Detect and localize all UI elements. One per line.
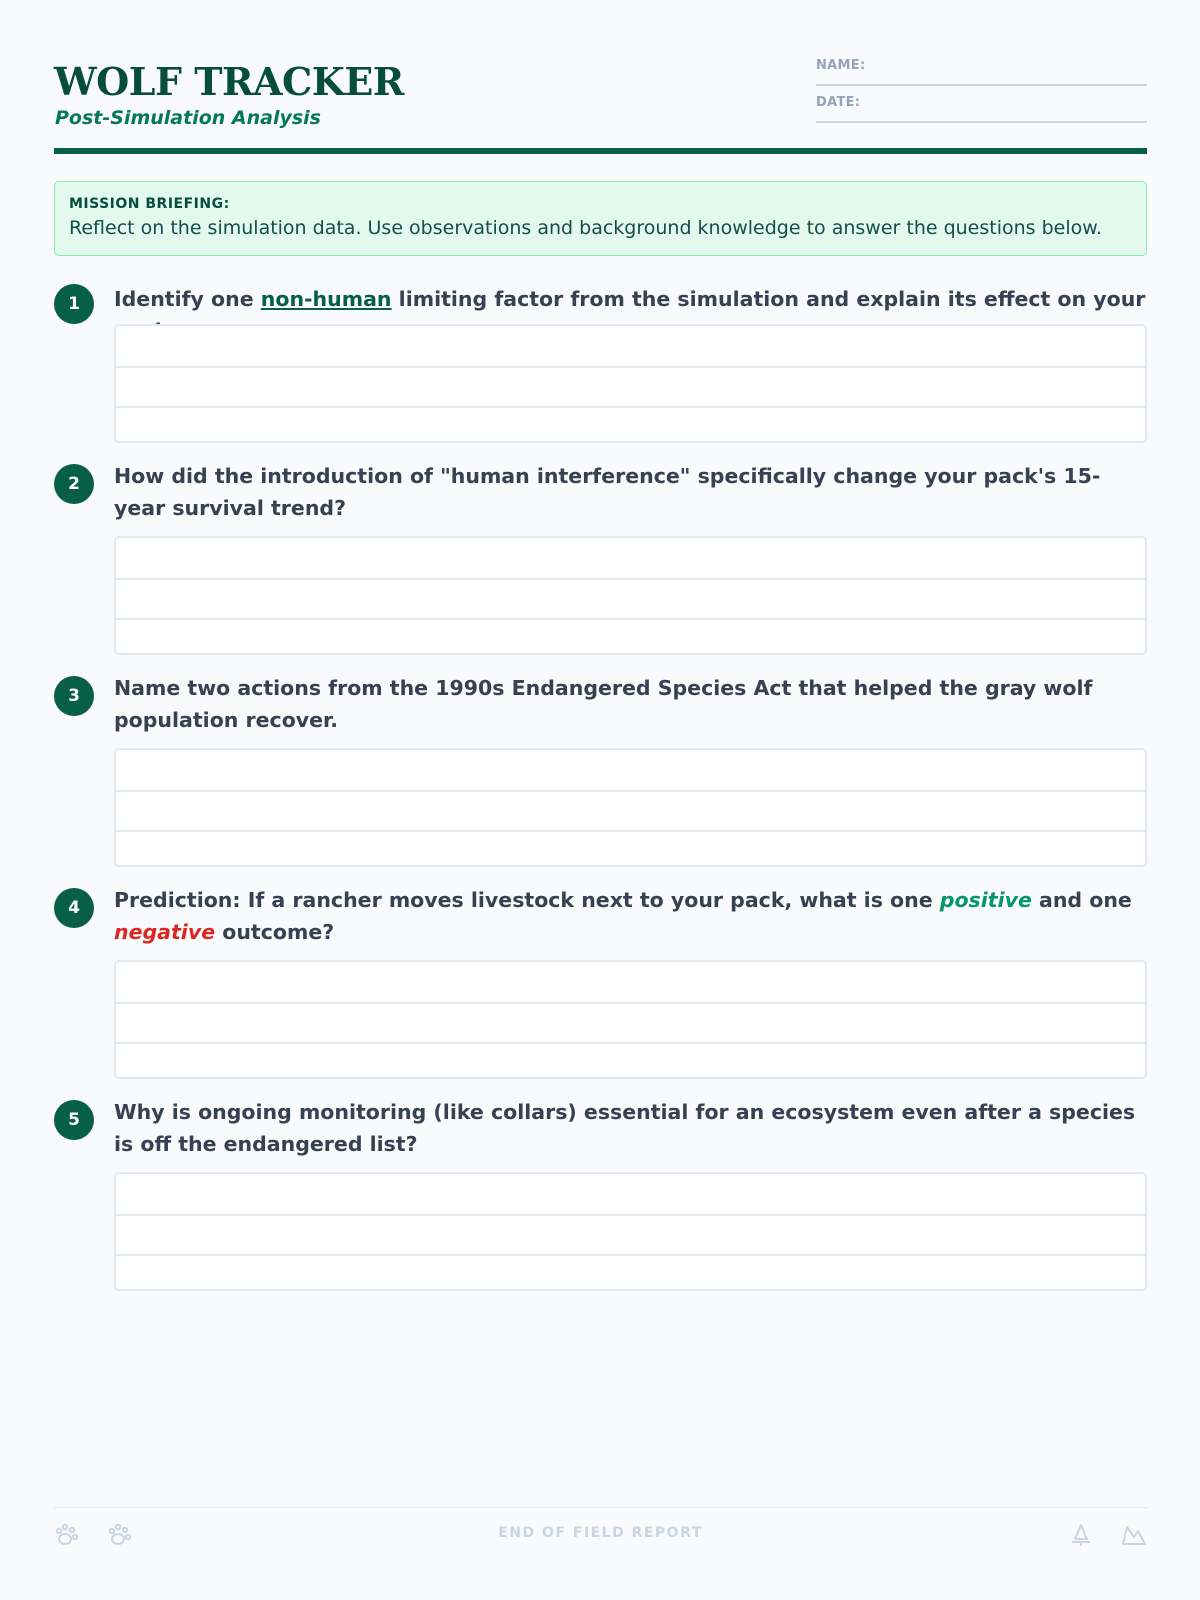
question-number: 5 xyxy=(54,1100,94,1140)
answer-line xyxy=(116,618,1145,620)
emphasis-positive: positive xyxy=(939,888,1032,912)
answer-line xyxy=(116,790,1145,792)
question-number: 3 xyxy=(54,676,94,716)
footer-text: END OF FIELD REPORT xyxy=(498,1525,703,1541)
question-text: How did the introduction of "human interference" specifically change your pack's 15-year survival trend? xyxy=(114,464,1101,520)
question-number: 1 xyxy=(54,284,94,324)
question-text: Name two actions from the 1990s Endangered Species Act that helped the gray wolf population recover. xyxy=(114,676,1093,732)
answer-box[interactable] xyxy=(114,536,1147,655)
question-text: Why is ongoing monitoring (like collars) essential for an ecosystem even after a species is off the endangered list? xyxy=(114,1100,1136,1156)
name-field[interactable] xyxy=(816,58,1147,86)
answer-line xyxy=(116,1002,1145,1004)
question-text-part: outcome? xyxy=(215,920,335,944)
question-number: 4 xyxy=(54,888,94,928)
answer-box[interactable] xyxy=(114,324,1147,443)
answer-line xyxy=(116,1214,1145,1216)
answer-line xyxy=(116,406,1145,408)
date-field[interactable] xyxy=(816,95,1147,123)
answer-line xyxy=(116,1254,1145,1256)
worksheet-page xyxy=(54,0,1147,1600)
emphasis-non-human: non-human xyxy=(260,287,392,311)
question-text-part: and one xyxy=(1031,888,1132,912)
answer-box[interactable] xyxy=(114,748,1147,867)
briefing-label: MISSION BRIEFING: xyxy=(69,196,230,212)
tree-icon xyxy=(1068,1522,1094,1548)
question-text-part: Identify one xyxy=(114,287,261,311)
question-number: 2 xyxy=(54,464,94,504)
footer-divider xyxy=(54,1507,1147,1508)
question-text xyxy=(114,884,1147,948)
answer-line xyxy=(116,366,1145,368)
header-divider xyxy=(54,148,1147,154)
answer-box[interactable] xyxy=(114,960,1147,1079)
name-label: NAME: xyxy=(816,58,866,73)
header xyxy=(54,58,1147,154)
answer-line xyxy=(116,1042,1145,1044)
answer-line xyxy=(116,830,1145,832)
page-subtitle: Post-Simulation Analysis xyxy=(55,107,321,129)
mission-briefing xyxy=(54,181,1147,256)
date-label: DATE: xyxy=(816,95,861,110)
emphasis-negative: negative xyxy=(114,920,216,944)
answer-line xyxy=(116,578,1145,580)
question-text-part: Prediction: If a rancher moves livestock next to your pack, what is one xyxy=(114,888,940,912)
answer-box[interactable] xyxy=(114,1172,1147,1291)
question-text-part: limiting factor from the simulation and explain its effect on your xyxy=(398,287,1146,311)
page-title: WOLF TRACKER xyxy=(54,59,404,104)
briefing-text: Reflect on the simulation data. Use observations and background knowledge to answer the questions below. xyxy=(69,217,1103,239)
mountain-icon xyxy=(1121,1522,1147,1548)
